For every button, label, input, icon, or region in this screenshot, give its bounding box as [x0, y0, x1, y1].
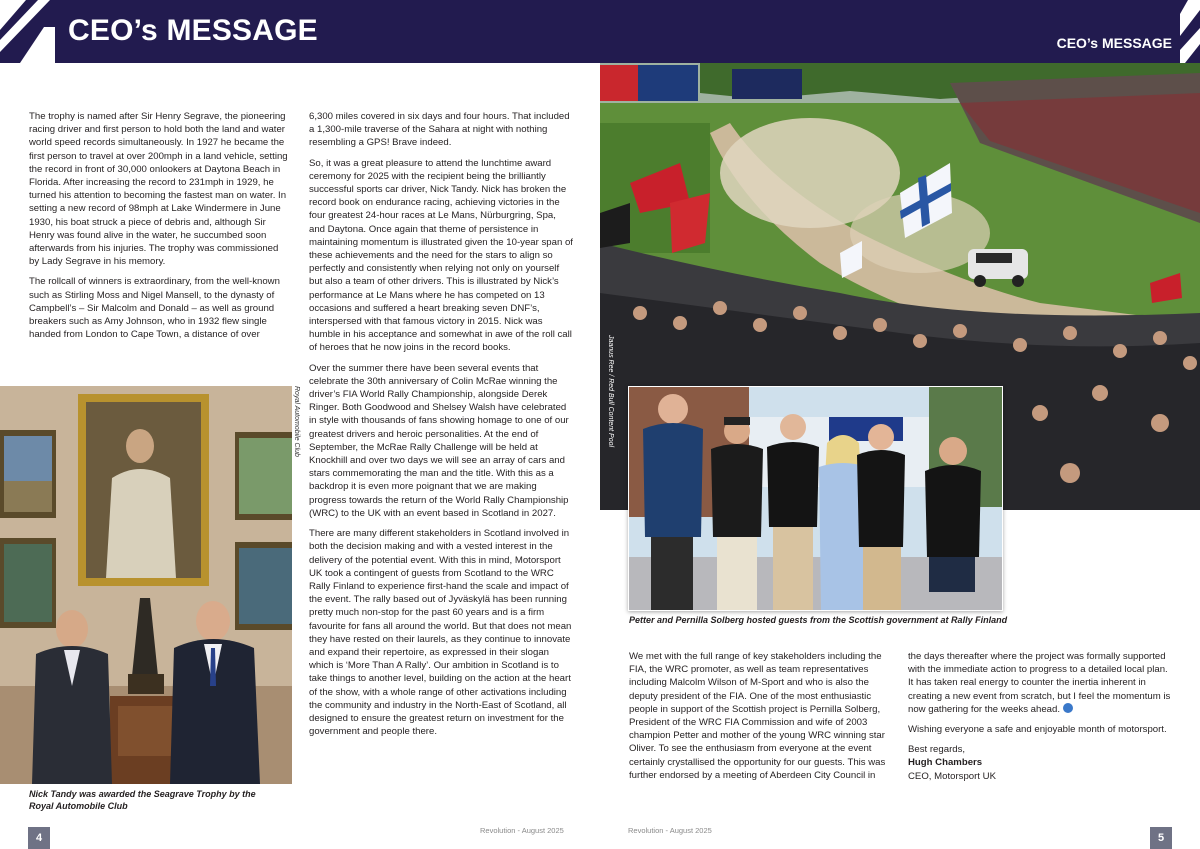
header-stripes-left [0, 0, 70, 63]
left-column-2 [309, 110, 573, 745]
paragraph [908, 650, 1172, 716]
group-photo-caption: Petter and Pernilla Solberg hosted guests from the Scottish government at Rally Finland [629, 615, 1008, 625]
award-photo [0, 386, 300, 784]
left-column-1 [29, 110, 291, 348]
motorsport-uk-logo-icon [1063, 703, 1073, 713]
photo-credit: Royal Automobile Club [293, 386, 300, 457]
paragraph: There are many different stakeholders in Scotland involved in both the decision making and with a vested interest in the delivery of the potential event. With this in mind, Motorsport UK took a contingent of guests from Scotland to the WRC Rally Finland to experience first-hand the scale and impact of the event. The rally based out of Jyväskylä has been running pretty much non-stop for the past 60 years and is a firm favourite for fans all around the world. But that does not mean they have rested on their laurels, as they continue to innovate and expand their repertoire, as expressed in their slogan which is ‘More Than A Rally’. Our ambition in Scotland is to take things to another level, building on the action at the heart of the show, with a whole range of other activations including the community and industry in the North-East of Scotland, all designed to ensure the greatest return on investment for the government and people there. [309, 528, 572, 738]
right-column-1 [629, 650, 889, 789]
paragraph-text: the days thereafter where the project was formally supported with the immediate action to progress to a detailed local plan. It has taken real energy to counter the inertia inherent in creating a new event from scratch, but I feel the momentum is now gathering for the weeks ahead. [908, 651, 1171, 715]
footer-right: Revolution - August 2025 [628, 826, 712, 835]
paragraph: The rollcall of winners is extraordinary, from the well-known such as Stirling Moss and Nigel Mansell, to the dynasty of Campbell’s – Sir Malcolm and Donald – as well as ground breakers such as Amy Johnson, who in 1932 flew single handed from London to Cape Town, a distance of over [29, 276, 280, 341]
page-number-left: 4 [28, 827, 50, 849]
right-column-2 [908, 650, 1172, 783]
signoff: Best regards, [908, 744, 966, 756]
paragraph: Over the summer there have been several events that celebrate the 30th anniversary of Colin McRae winning the driver’s FIA World Rally Championship, alongside Derek Ringer. Both Goodwood and Shelsey Walsh have celebrated in style with thousands of fans showing homage to one of our greatest drivers and heroic personalities. At the end of September, the McRae Rally Challenge will be held at Knockhill and over two days we will see an array of cars and stars commemorating the man and the title. With this as a backdrop it is even more poignant that we are making progress towards the return of the World Rally Championship (WRC) to the UK with an event based in Scotland in 2027. [309, 362, 569, 519]
footer-left: Revolution - August 2025 [480, 826, 564, 835]
header-stripes-right [1180, 0, 1200, 63]
signature-name: Hugh Chambers [908, 757, 983, 769]
page-title: CEO’s MESSAGE [68, 14, 318, 47]
section-title: CEO’s MESSAGE [1056, 35, 1172, 51]
signature-title: CEO, Motorsport UK [908, 770, 996, 782]
paragraph: The trophy is named after Sir Henry Segrave, the pioneering racing driver and first person to hold both the land and water world speed records simultaneously. In 1927 he became the first person to travel at over 200mph in a land vehicle, setting the record in front of 30,000 onlookers at Daytona Beach in Florida. After increasing the record to 231mph in 1929, he turned his attention to becoming the fastest man on water. In setting a new record of 98mph at Lake Windermere in June 1930, his boat struck a piece of debris and, although Sir Henry was found alive in the water, he succumbed soon afterwards from his injuries. The trophy was commissioned by Lady Segrave in his memory. [29, 111, 288, 268]
paragraph: Wishing everyone a safe and enjoyable month of motorsport. [908, 724, 1167, 736]
left-photo-caption: Nick Tandy was awarded the Seagrave Trophy by the Royal Automobile Club [29, 789, 256, 811]
rally-photo-credit: Jaanus Ree / Red Bull Content Pool [607, 335, 614, 448]
paragraph: So, it was a great pleasure to attend the lunchtime award ceremony for 2025 with the recipient being the brilliantly successful sports car driver, Nick Tandy. Nick has broken the record book on endurance racing, achieving victories in the four greatest 24-hour races at Le Mans, Nürburgring, Spa, and Daytona. Once again that theme of persistence in maintaining momentum is illustrated given the 10-year span of these achievements and the need for the stars to align so perfectly and consistently when relying not only on yourself but also a team of other drivers. This is illustrated by Nick’s performance at Le Mans where he has competed on 13 occasions and suffered a heart breaking seven DNF’s, interspersed with that famous victory in 2015. Nick was humble in his acceptance and somewhat in awe of the roll call of heroes that he now joins in the record books. [309, 157, 573, 354]
paragraph: We met with the full range of key stakeholders including the FIA, the WRC promoter, as well as team representatives including Malcolm Wilson of M-Sport and who is also the deputy president of the FIA. One of the most enthusiastic people in support of the Scottish project is Pernilla Solberg, President of the WRC FIA Commission and wife of 2003 champion Petter and mother of the young WRC winning star Oliver. To see the enthusiasm from everyone at the event certainly crystallised the opportunity for our guests. This was further endorsed by a meeting of Aberdeen City Council in [629, 651, 886, 781]
group-photo [628, 386, 1003, 611]
page-number-right: 5 [1150, 827, 1172, 849]
paragraph: 6,300 miles covered in six days and four hours. That included a 1,300-mile traverse of the Sahara at night with nothing resembling a GPS! Brave indeed. [309, 111, 570, 149]
